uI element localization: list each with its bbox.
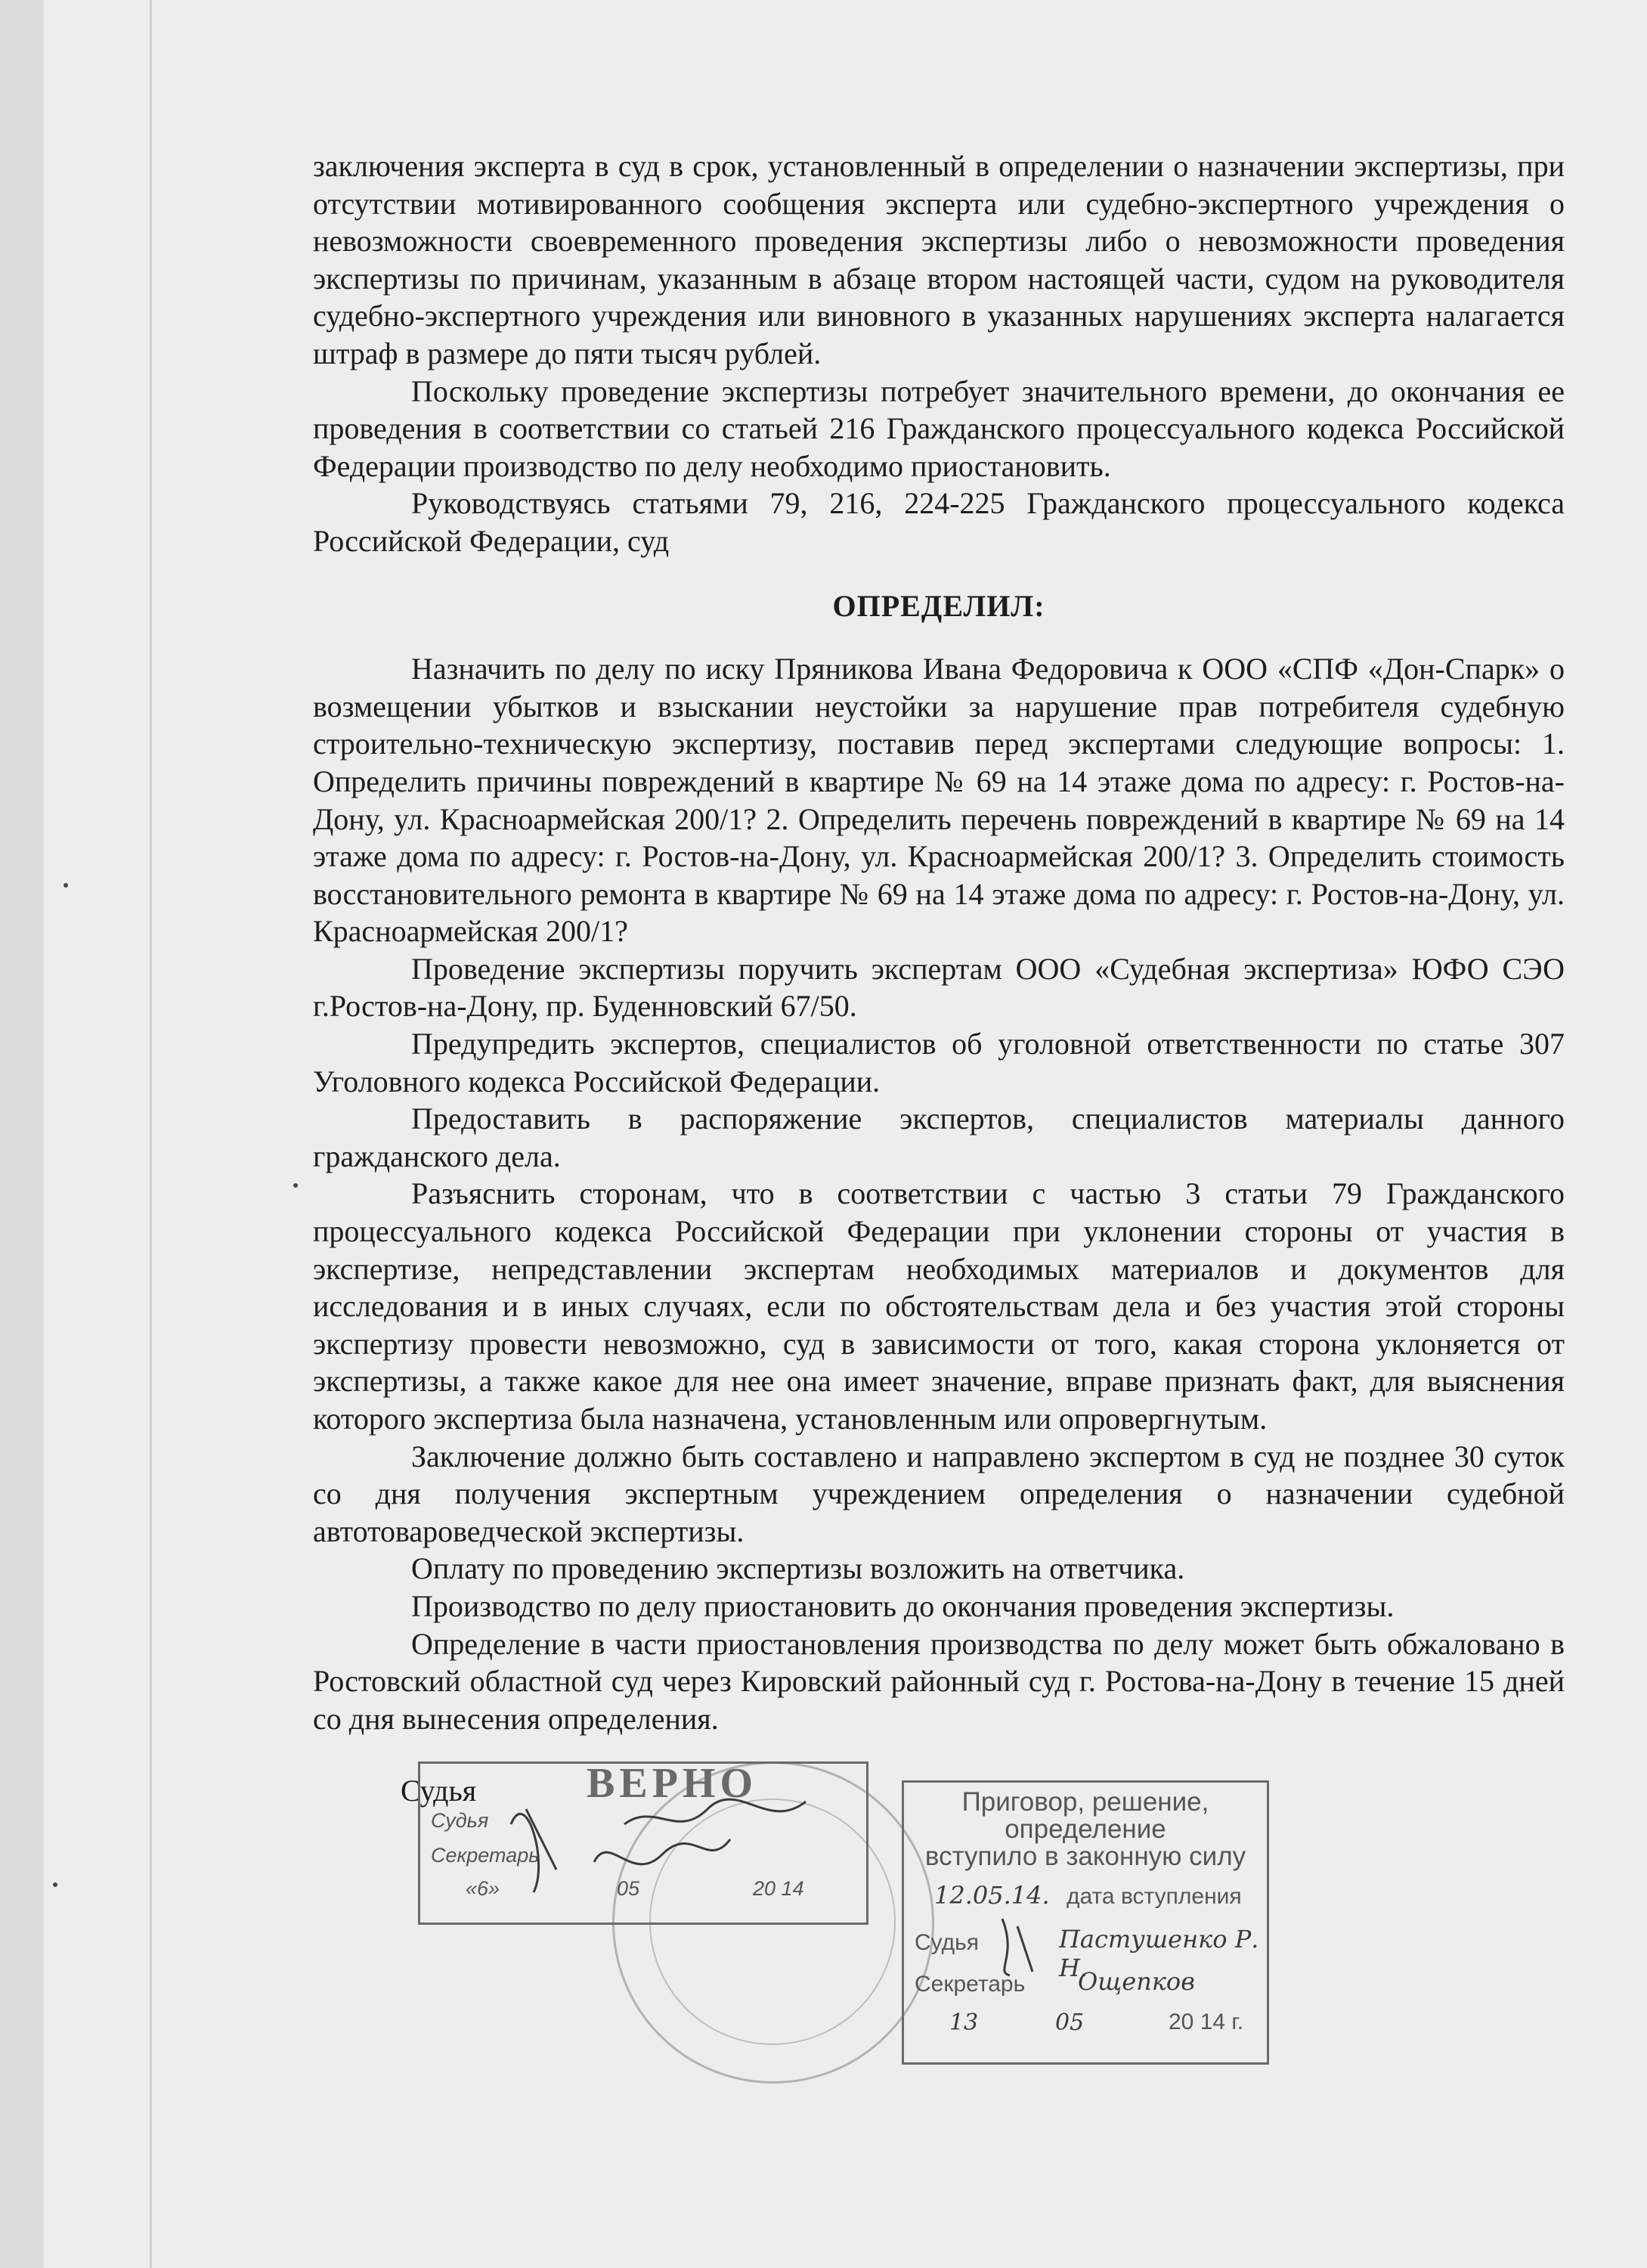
speck [63, 883, 68, 888]
paragraph-expert-assignment: Проведение экспертизы поручить экспертам ООО «Судебная экспертиза» ЮФО СЭО г.Ростов-на-Дону, пр. Буденновский 67/50. [313, 951, 1565, 1024]
entry-stamp-title-line2: определение [1005, 1814, 1166, 1844]
entry-judge-signature [987, 1911, 1063, 1979]
document-body [313, 147, 1565, 1737]
verno-date-year: 20 14 [753, 1877, 804, 1900]
paragraph-suspension-reason: Поскольку проведение экспертизы потребует значительного времени, до окончания ее проведения в соответствии со статьей 216 Гражданского процессуального кодекса Российской Федерации производство по делу необходимо приостановить. [313, 373, 1565, 483]
verno-stamp [418, 1761, 868, 1925]
paragraph-liability-warning: Предупредить экспертов, специалистов об уголовной ответственности по статье 307 Уголовного кодекса Российской Федерации. [313, 1027, 1565, 1098]
entry-stamp-title-line3: вступило в законную силу [924, 1842, 1246, 1871]
paragraph-appoint-expertise: Назначить по делу по иску Пряникова Ивана Федоровича к ООО «СПФ «Дон-Спарк» о возмещении убытков и взыскании неустойки за нарушение прав потребителя судебную строительно-техническую экспертизу, поставив перед экспертами следующие вопросы: 1. Определить причины повреждений в квартире № 69 на 14 этаже дома по адресу: г. Ростов-на-Дону, ул. Красноармейская 200/1? 2. Определить перечень повреждений в квартире № 69 на 14 этаже дома по адресу: г. Ростов-на-Дону, ул. Красноармейская 200/1? 3. Определить стоимость восстановительного ремонта в квартире № 69 на 14 этаже дома по адресу: г. Ростов-на-Дону, ул. Красноармейская 200/1? [313, 652, 1565, 949]
paragraph-appeal: Определение в части приостановления производства по делу может быть обжаловано в Ростовский областной суд через Кировский районный суд г. Ростова-на-Дону в течение 15 дней со дня вынесения определения. [313, 1626, 1565, 1736]
page-fold-shadow [150, 0, 152, 2268]
paragraph-fine-clause: заключения эксперта в суд в срок, установленный в определении о назначении экспертизы, при отсутствии мотивированного сообщения эксперта или судебно-экспертного учреждения о невозможности своевременного проведения экспертизы либо о невозможности проведения экспертизы по причинам, указанным в абзаце втором настоящей части, судом на руководителя судебно-экспертного учреждения или виновного в указанных нарушениях эксперта налагается штраф в размере до пяти тысяч рублей. [313, 149, 1565, 370]
verno-judge-label: Судья [431, 1809, 489, 1832]
entry-issue-year: 20 14 г. [1169, 2009, 1244, 2034]
paragraph-deadline: Заключение должно быть составлено и направлено экспертом в суд не позднее 30 суток со дня получения экспертным учреждением определения о назначении судебной автотовароведческой экспертизы. [313, 1439, 1565, 1548]
entry-secretary-label: Секретарь [915, 1972, 1026, 1997]
speck [293, 1183, 298, 1188]
ruling-heading: ОПРЕДЕЛИЛ: [832, 588, 1045, 623]
paragraph-explanation: Разъяснить сторонам, что в соответствии с частью 3 статьи 79 Гражданского процессуального кодекса Российской Федерации при уклонении стороны от участия в экспертизе, непредставлении экспертам необходимых материалов и документов для исследования и в иных случаях, если по обстоятельствам дела и без участия этой стороны экспертизу провести невозможно, суд в зависимости от того, какая сторона уклоняется от экспертизы, а также какое для нее она имеет значение, вправе признать факт, для выяснения которого экспертиза была назначена, установленным или опровергнутым. [313, 1176, 1565, 1436]
verno-signatures [481, 1779, 844, 1915]
paragraph-suspend: Производство по делу приостановить до окончания проведения экспертизы. [411, 1588, 1395, 1623]
verno-date-day: «6» [466, 1877, 500, 1900]
entry-secretary-name: Ощепков [1078, 1967, 1195, 1996]
paragraph-payment: Оплату по проведению экспертизы возложить на ответчика. [411, 1551, 1185, 1586]
entry-stamp-title [904, 1789, 1267, 1870]
paragraph-legal-basis: Руководствуясь статьями 79, 216, 224-225 Гражданского процессуального кодекса Российской Федерации, суд [313, 486, 1565, 558]
entry-into-force-stamp [902, 1780, 1269, 2065]
entry-judge-name: Пастушенко Р. Н. [1059, 1925, 1259, 1982]
entry-issue-day: 13 [949, 2009, 979, 2036]
entry-stamp-title-line1: Приговор, решение, [961, 1787, 1209, 1817]
judge-signature-label: Судья [401, 1774, 477, 1808]
verno-date-month: 05 [617, 1877, 640, 1900]
entry-judge-label: Судья [915, 1930, 980, 1955]
paragraph-materials: Предоставить в распоряжение экспертов, специалистов материалы данного гражданского дела. [313, 1101, 1565, 1173]
verno-stamp-title: ВЕРНО [587, 1760, 758, 1807]
entry-date-value: 12.05.14. [934, 1881, 1050, 1910]
speck [53, 1882, 57, 1887]
entry-date-label: дата вступления [1067, 1884, 1242, 1909]
entry-issue-month: 05 [1055, 2009, 1085, 2036]
verno-secretary-label: Секретарь [431, 1844, 540, 1867]
